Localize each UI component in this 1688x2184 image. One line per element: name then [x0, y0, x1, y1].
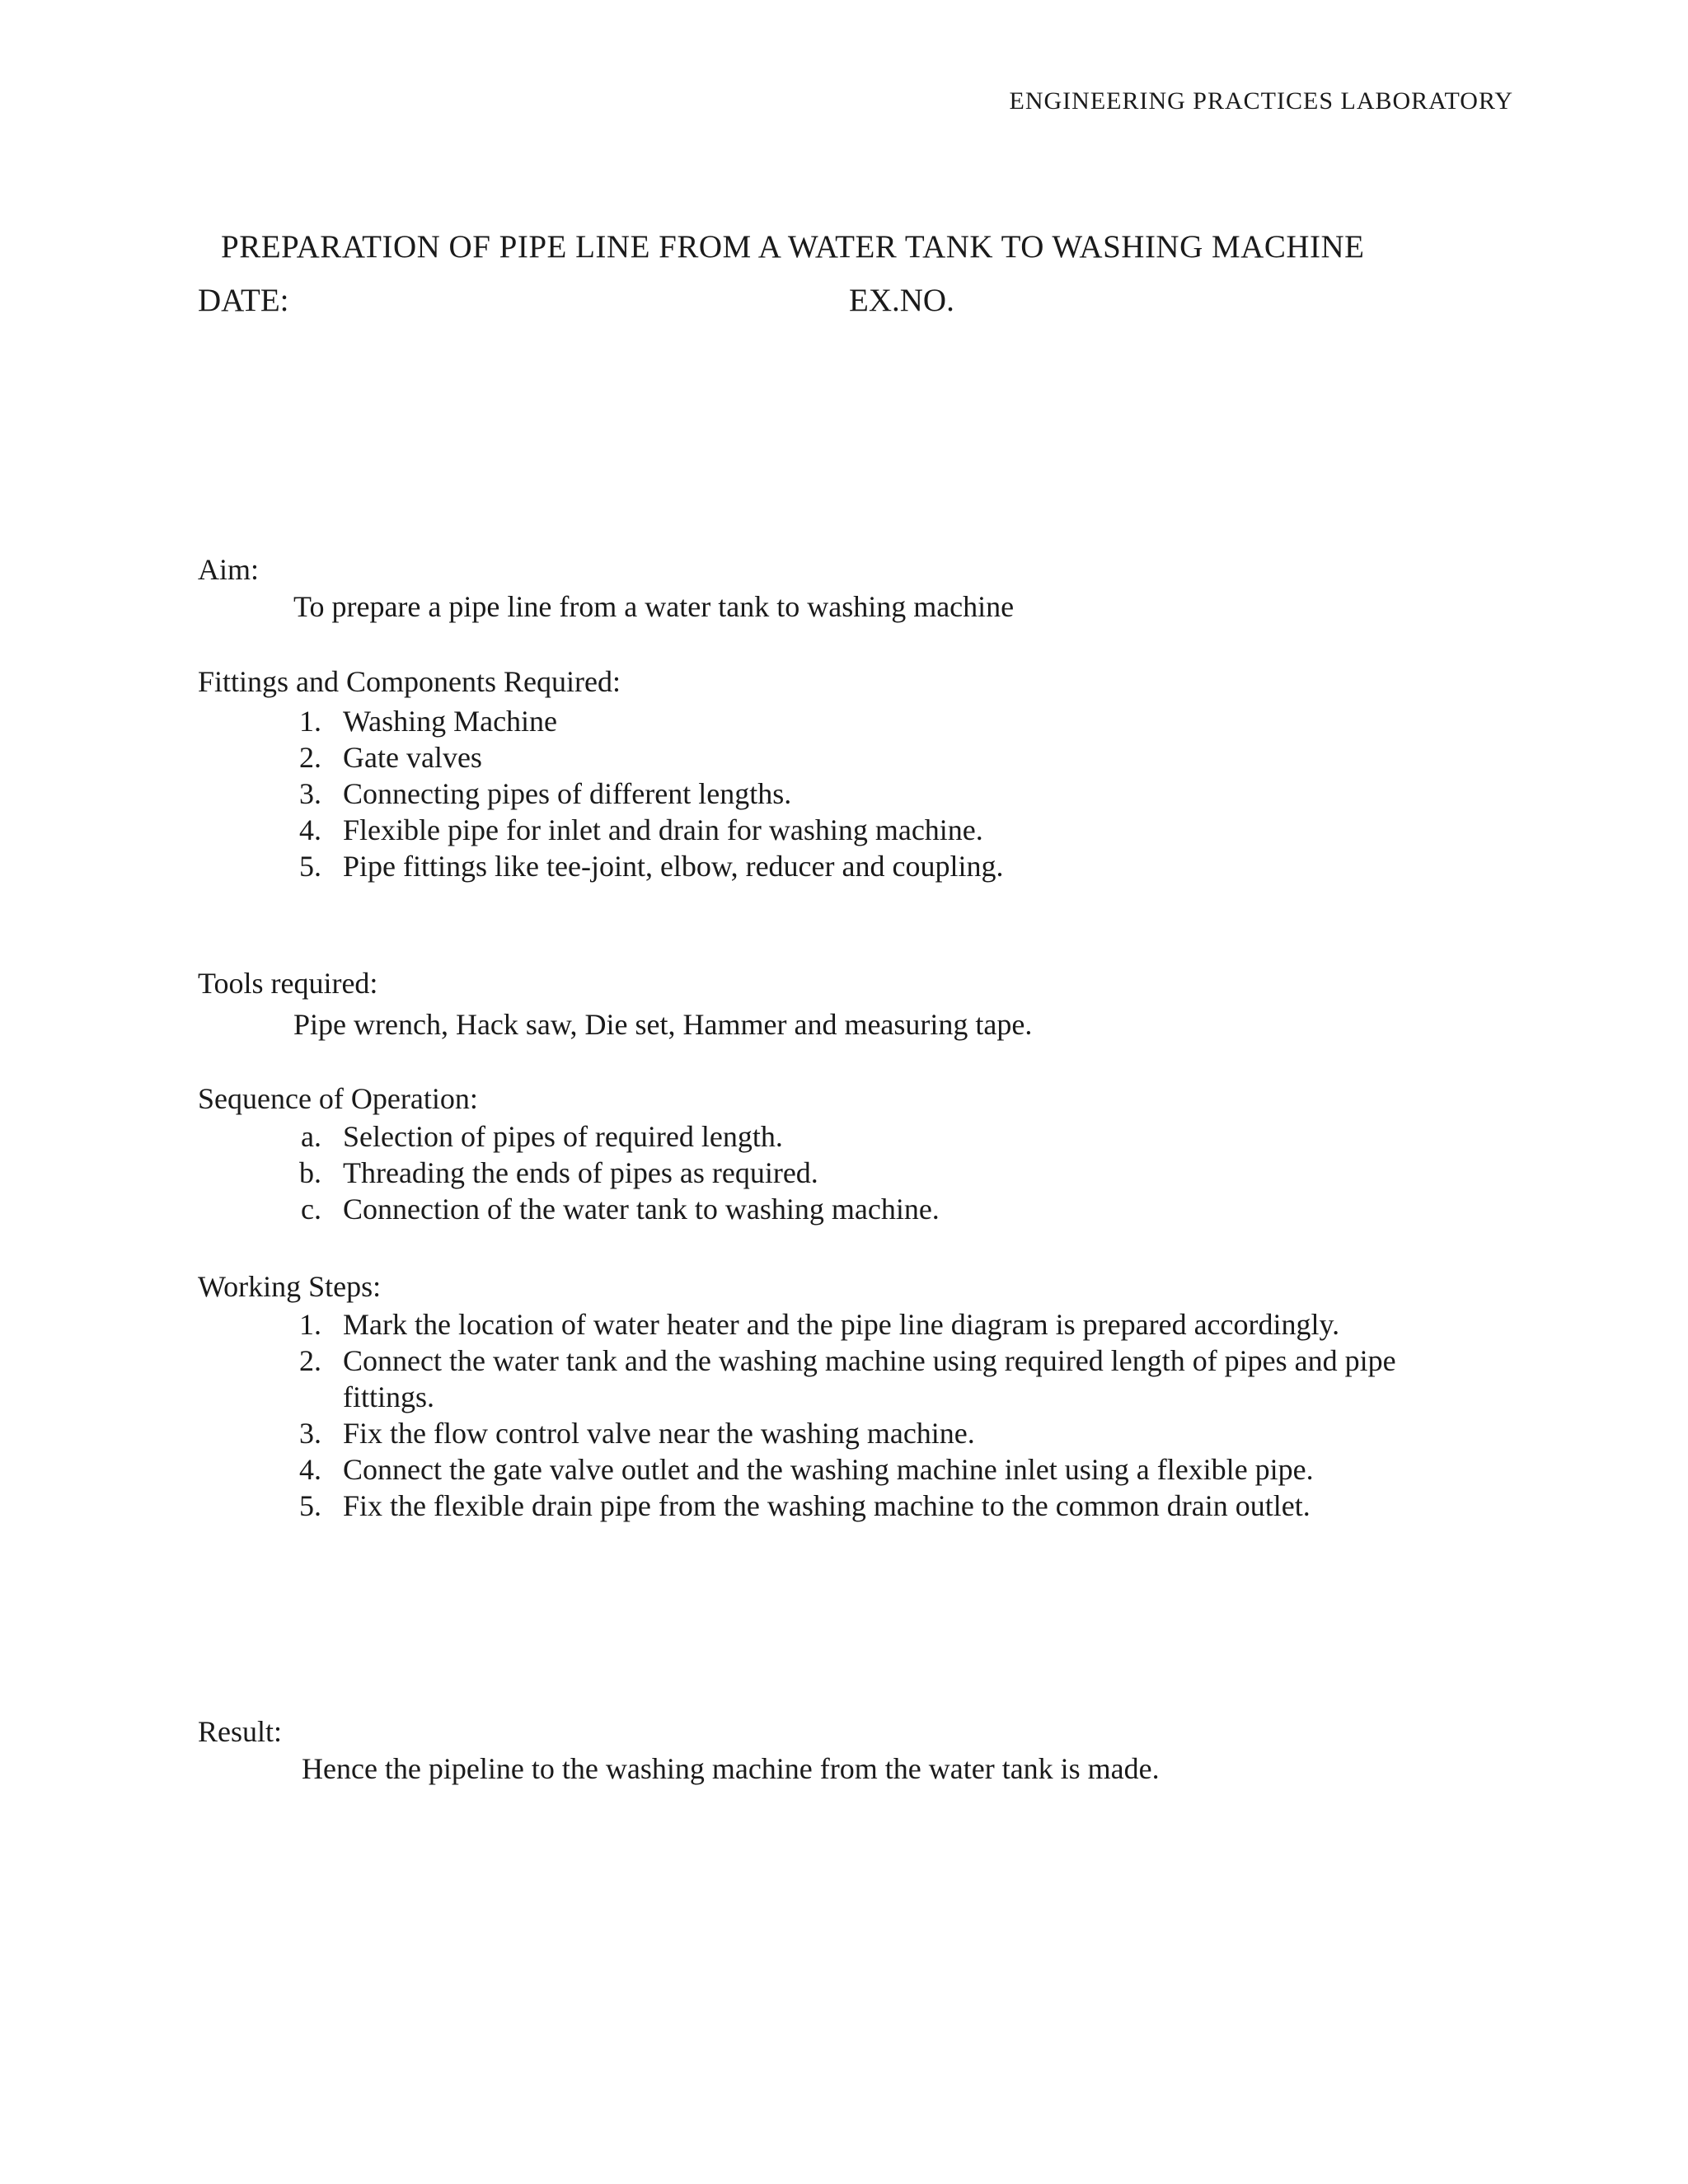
list-item: 1. Mark the location of water heater and the pipe line diagram is prepared accordingly. — [299, 1308, 1340, 1341]
tools-text: Pipe wrench, Hack saw, Die set, Hammer and measuring tape. — [293, 1008, 1033, 1041]
result-heading: Result: — [198, 1715, 283, 1748]
aim-text: To prepare a pipe line from a water tank to washing machine — [293, 590, 1015, 623]
list-item: 2. Gate valves — [299, 741, 482, 774]
list-item: 3. Connecting pipes of different lengths. — [299, 777, 792, 810]
list-item: c. Connection of the water tank to washing machine. — [301, 1193, 940, 1226]
list-item: 3. Fix the flow control valve near the washing machine. — [299, 1417, 975, 1450]
list-item: 1. Washing Machine — [299, 705, 558, 738]
result-text: Hence the pipeline to the washing machine from the water tank is made. — [302, 1752, 1160, 1785]
working-steps-list — [288, 1306, 1489, 1524]
sequence-heading: Sequence of Operation: — [198, 1082, 478, 1115]
exno-label: EX.NO. — [849, 283, 954, 318]
lab-header: ENGINEERING PRACTICES LABORATORY — [1009, 87, 1513, 115]
list-item: a. Selection of pipes of required length. — [301, 1120, 783, 1153]
list-item: 5. Pipe fittings like tee-joint, elbow, reducer and coupling. — [299, 850, 1004, 883]
aim-heading: Aim: — [198, 553, 260, 586]
working-steps-heading: Working Steps: — [198, 1270, 382, 1303]
list-item: 4. Flexible pipe for inlet and drain for washing machine. — [299, 813, 983, 846]
list-item: 5. Fix the flexible drain pipe from the washing machine to the common drain outlet. — [299, 1489, 1311, 1522]
fittings-heading: Fittings and Components Required: — [198, 665, 621, 698]
list-item: 2. Connect the water tank and the washing machine using required length of pipes and pipe fittings. — [299, 1344, 1396, 1413]
experiment-title: PREPARATION OF PIPE LINE FROM A WATER TANK TO WASHING MACHINE — [221, 229, 1365, 265]
fittings-list — [288, 703, 1003, 884]
sequence-list — [288, 1118, 940, 1227]
list-item: 4. Connect the gate valve outlet and the washing machine inlet using a flexible pipe. — [299, 1453, 1314, 1486]
list-item: b. Threading the ends of pipes as required. — [299, 1156, 818, 1189]
tools-heading: Tools required: — [198, 967, 378, 1000]
date-label: DATE: — [198, 283, 289, 318]
